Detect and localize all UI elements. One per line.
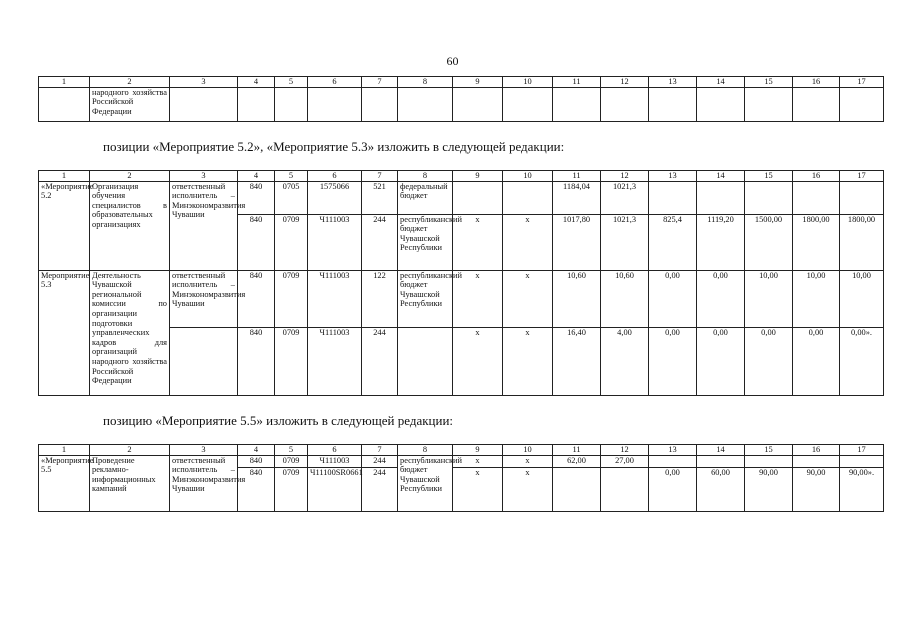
table-cell: 5 bbox=[275, 171, 308, 182]
table-cell: x bbox=[503, 455, 553, 467]
table-cell: 825,4 bbox=[649, 214, 697, 270]
table-cell: 10,00 bbox=[745, 270, 793, 327]
table-cell: 7 bbox=[362, 445, 398, 456]
table-cell: 1184,04 bbox=[553, 181, 601, 214]
table-cell: 11 bbox=[553, 171, 601, 182]
table-cell: 5 bbox=[275, 77, 308, 88]
table-cell bbox=[601, 87, 649, 121]
table-cell: 3 bbox=[170, 77, 238, 88]
table-cell: 12 bbox=[601, 77, 649, 88]
table-cell bbox=[275, 87, 308, 121]
page-number: 60 bbox=[446, 54, 459, 68]
table-cell: 62,00 bbox=[553, 455, 601, 467]
table-cell: 0709 bbox=[275, 467, 308, 511]
table-cell bbox=[170, 87, 238, 121]
table-cell: 0,00 bbox=[649, 270, 697, 327]
table-cell: 244 bbox=[362, 214, 398, 270]
table-cell: 0,00 bbox=[649, 327, 697, 395]
table-cell: 0705 bbox=[275, 181, 308, 214]
table-cell bbox=[793, 87, 840, 121]
header-row bbox=[39, 171, 884, 182]
measure-id: «Мероприятие 5.5 bbox=[39, 455, 90, 511]
header-row bbox=[39, 77, 884, 88]
table-cell: 1017,80 bbox=[553, 214, 601, 270]
table-cell: 10 bbox=[503, 77, 553, 88]
table-cell: 15 bbox=[745, 171, 793, 182]
table-cell: x bbox=[453, 327, 503, 395]
table-cell: Ч111003 bbox=[308, 270, 362, 327]
table-row bbox=[39, 270, 884, 327]
table-cell: республиканский бюджет Чувашской Республики bbox=[398, 214, 453, 270]
table-cell: Ч111003 bbox=[308, 214, 362, 270]
table-cell: 10,00 bbox=[840, 270, 884, 327]
table-cell: 0709 bbox=[275, 270, 308, 327]
table-cell: 10 bbox=[503, 445, 553, 456]
table-cell: 244 bbox=[362, 467, 398, 511]
table-cell: 8 bbox=[398, 77, 453, 88]
table-cell: Ч111003 bbox=[308, 455, 362, 467]
table-cell: 3 bbox=[170, 171, 238, 182]
table-cell: 14 bbox=[697, 171, 745, 182]
table-cell bbox=[453, 87, 503, 121]
table-cell: 90,00 bbox=[793, 467, 840, 511]
table-cell bbox=[697, 455, 745, 467]
table-cell: 244 bbox=[362, 455, 398, 467]
measure-executor: ответственный исполнитель – Минэкономразвития Чувашии bbox=[170, 270, 238, 327]
table-cell: 12 bbox=[601, 171, 649, 182]
table-cell: 1 bbox=[39, 171, 90, 182]
table-cell: 60,00 bbox=[697, 467, 745, 511]
measure-name: Проведение рекламно-информационных кампаний bbox=[90, 455, 170, 511]
table-cell: 16 bbox=[793, 77, 840, 88]
table-cell bbox=[308, 87, 362, 121]
table-cell: x bbox=[503, 270, 553, 327]
table-cell: 9 bbox=[453, 77, 503, 88]
measure-id: Мероприятие 5.3 bbox=[39, 270, 90, 395]
table-cell: x bbox=[453, 214, 503, 270]
table-cell: x bbox=[503, 214, 553, 270]
table-cell: 14 bbox=[697, 77, 745, 88]
table-cell: 0,00 bbox=[649, 467, 697, 511]
table-cell bbox=[398, 327, 453, 395]
table-cell: 16 bbox=[793, 445, 840, 456]
table-cell: 2 bbox=[90, 171, 170, 182]
table-cell: 17 bbox=[840, 171, 884, 182]
table-cell: 5 bbox=[275, 445, 308, 456]
table-cell: 1021,3 bbox=[601, 214, 649, 270]
table-cell: 244 bbox=[362, 327, 398, 395]
table-cell: x bbox=[453, 455, 503, 467]
table-cell: 3 bbox=[170, 445, 238, 456]
table-cell bbox=[503, 181, 553, 214]
table-cell bbox=[697, 87, 745, 121]
table-measures-5-2-5-3 bbox=[38, 170, 884, 396]
table-cell: 16 bbox=[793, 171, 840, 182]
table-cell bbox=[238, 87, 275, 121]
table-cell: республиканский бюджет Чувашской Республики bbox=[398, 270, 453, 327]
table-cell: 90,00 bbox=[745, 467, 793, 511]
table-cell: x bbox=[453, 467, 503, 511]
table-cell: 840 bbox=[238, 214, 275, 270]
table-cell bbox=[553, 87, 601, 121]
table-cell bbox=[840, 87, 884, 121]
table-cell bbox=[840, 181, 884, 214]
table-cell bbox=[649, 455, 697, 467]
table-cell: 14 bbox=[697, 445, 745, 456]
paragraph-edit-5-2-5-3: позиции «Мероприятие 5.2», «Мероприятие 5.3» изложить в следующей редакции: bbox=[103, 139, 565, 154]
table-cell: 1800,00 bbox=[793, 214, 840, 270]
cell-name: народного хозяйства Российской Федерации bbox=[90, 87, 170, 121]
table-cell: 521 bbox=[362, 181, 398, 214]
table-cell: 9 bbox=[453, 171, 503, 182]
table-cell bbox=[745, 181, 793, 214]
table-cell: 840 bbox=[238, 327, 275, 395]
table-cell: 840 bbox=[238, 455, 275, 467]
table-cell: 0709 bbox=[275, 327, 308, 395]
table-cell: федеральный бюджет bbox=[398, 181, 453, 214]
table-cell: 6 bbox=[308, 171, 362, 182]
table-cell: 0,00 bbox=[793, 327, 840, 395]
table-measure-5-5 bbox=[38, 444, 884, 512]
table-cell: 4 bbox=[238, 77, 275, 88]
table-cell bbox=[170, 327, 238, 395]
measure-executor: ответственный исполнитель – Минэкономразвития Чувашии bbox=[170, 455, 238, 511]
table-cell: 4,00 bbox=[601, 327, 649, 395]
table-cell: 4 bbox=[238, 171, 275, 182]
table-cell: 10,60 bbox=[553, 270, 601, 327]
table-cell: 13 bbox=[649, 77, 697, 88]
table-cell: 1021,3 bbox=[601, 181, 649, 214]
table-cell: 0,00». bbox=[840, 327, 884, 395]
table-cell: 27,00 bbox=[601, 455, 649, 467]
table-cell: Ч111003 bbox=[308, 327, 362, 395]
table-cell bbox=[745, 455, 793, 467]
table-cell: 9 bbox=[453, 445, 503, 456]
table-cell: 1500,00 bbox=[745, 214, 793, 270]
table-row bbox=[39, 87, 884, 121]
table-cell: x bbox=[503, 327, 553, 395]
table-cell: 6 bbox=[308, 77, 362, 88]
table-cell: 10,60 bbox=[601, 270, 649, 327]
table-cell: 17 bbox=[840, 77, 884, 88]
measure-executor: ответственный исполнитель – Минэкономразвития Чувашии bbox=[170, 181, 238, 270]
table-cell: республиканский бюджет Чувашской Республики bbox=[398, 455, 453, 511]
table-cell: 0,00 bbox=[697, 270, 745, 327]
table-cell bbox=[553, 467, 601, 511]
table-cell bbox=[745, 87, 793, 121]
table-cell bbox=[453, 181, 503, 214]
table-cell bbox=[398, 87, 453, 121]
table-cell: 2 bbox=[90, 77, 170, 88]
table-cell: 840 bbox=[238, 181, 275, 214]
table-cell: 0,00 bbox=[697, 327, 745, 395]
table-cell: 6 bbox=[308, 445, 362, 456]
table-cell bbox=[793, 181, 840, 214]
table-cell: 840 bbox=[238, 467, 275, 511]
table-cell: 1575066 bbox=[308, 181, 362, 214]
table-cell: 10 bbox=[503, 171, 553, 182]
table-row bbox=[39, 455, 884, 467]
table-cell: 10,00 bbox=[793, 270, 840, 327]
table-cell bbox=[601, 467, 649, 511]
table-cell: x bbox=[453, 270, 503, 327]
table-cell bbox=[793, 455, 840, 467]
table-cell: 12 bbox=[601, 445, 649, 456]
table-cell bbox=[503, 87, 553, 121]
table-cell: 8 bbox=[398, 445, 453, 456]
table-cell: 0709 bbox=[275, 455, 308, 467]
table-cell: 11 bbox=[553, 445, 601, 456]
table-cell: 13 bbox=[649, 445, 697, 456]
table-cell: 16,40 bbox=[553, 327, 601, 395]
table-cell: 7 bbox=[362, 77, 398, 88]
table-cell: Ч11100SR0661 bbox=[308, 467, 362, 511]
paragraph-edit-5-5: позицию «Мероприятие 5.5» изложить в следующей редакции: bbox=[103, 413, 454, 428]
table-cell bbox=[697, 181, 745, 214]
table-cell: 11 bbox=[553, 77, 601, 88]
table-cell: 15 bbox=[745, 77, 793, 88]
table-cell: 90,00». bbox=[840, 467, 884, 511]
table-cell: 13 bbox=[649, 171, 697, 182]
measure-id: «Мероприятие 5.2 bbox=[39, 181, 90, 270]
table-cell: 2 bbox=[90, 445, 170, 456]
table-cell bbox=[649, 87, 697, 121]
table-cell: 1 bbox=[39, 77, 90, 88]
table-cell: 1119,20 bbox=[697, 214, 745, 270]
table-cell: 8 bbox=[398, 171, 453, 182]
header-row bbox=[39, 445, 884, 456]
table-row bbox=[39, 181, 884, 214]
table-cell: 17 bbox=[840, 445, 884, 456]
table-cell: 0,00 bbox=[745, 327, 793, 395]
measure-name: Деятельность Чувашской региональной комиссии по организации подготовки управленческих кадров для организаций народного хозяйства Российской Федерации bbox=[90, 270, 170, 395]
measure-name: Организация обучения специалистов в образовательных организациях bbox=[90, 181, 170, 270]
table-continuation bbox=[38, 76, 884, 122]
table-cell: 15 bbox=[745, 445, 793, 456]
table-cell bbox=[39, 87, 90, 121]
table-cell: 7 bbox=[362, 171, 398, 182]
table-cell: x bbox=[503, 467, 553, 511]
table-cell: 1 bbox=[39, 445, 90, 456]
table-cell: 122 bbox=[362, 270, 398, 327]
table-cell: 0709 bbox=[275, 214, 308, 270]
table-cell: 4 bbox=[238, 445, 275, 456]
table-cell bbox=[649, 181, 697, 214]
table-cell bbox=[362, 87, 398, 121]
table-cell: 840 bbox=[238, 270, 275, 327]
table-cell bbox=[840, 455, 884, 467]
table-cell: 1800,00 bbox=[840, 214, 884, 270]
